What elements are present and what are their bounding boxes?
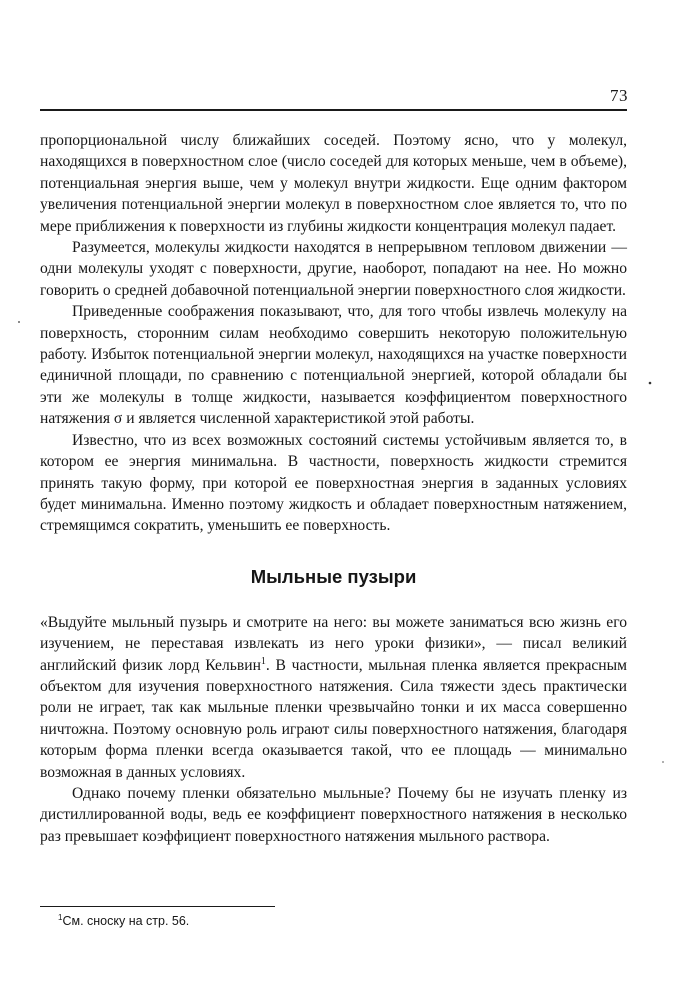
- footnote-rule: [40, 906, 275, 907]
- paragraph-3: Приведенные соображения показывают, что, для того чтобы извлечь молекулу на поверхность, сторонним силам необходимо совершить некоторую положительную работу. Избыток потенциальной энергии молекул, находящихся на участке поверхности единичной площади, по сравнению с потенциальной энергией, которой обладали бы эти же молекулы в толще жидкости, называется коэффициентом поверхностного натяжения σ и является численной характеристикой этой работы.: [40, 303, 627, 428]
- footnote-marker: 1: [58, 913, 63, 922]
- scan-speck: [662, 761, 664, 763]
- paragraph-4: Известно, что из всех возможных состояний системы устойчивым является то, в котором ее энергия минимальна. В частности, поверхность жидкости стремится принять такую форму, при которой ее поверхностная энергия в заданных условиях будет минимальна. Именно поэтому жидкость и обладает поверхностным натяжением, стремящимся сократить, уменьшить ее поверхность.: [40, 431, 627, 535]
- section-title: Мыльные пузыри: [250, 565, 417, 587]
- paragraph-2: Разумеется, молекулы жидкости находятся в непрерывном тепловом движении — одни молекулы уходят с поверхности, другие, наоборот, попадают на нее. Но можно говорить о средней добавочной потенциальной энергии поверхностного слоя жидкости.: [40, 239, 627, 299]
- footnote-text: См. сноску на стр. 56.: [62, 914, 190, 928]
- footnote: [58, 914, 189, 928]
- footnote-reference[interactable]: 1: [260, 655, 266, 667]
- page-number: 73: [610, 86, 628, 105]
- header-rule: [40, 109, 627, 111]
- quote-text-end: . В частности, мыльная пленка является прекрасным объектом для изучения поверхностного натяжения. Сила тяжести здесь практически роли не играет, так как мыльные пленки чрезвычайно тонки и их масса совершенно ничтожна. Поэтому основную роль играют силы поверхностного натяжения, благодаря которым форма пленки всегда оказывается такой, что ее площадь — минимально возможная в данных условиях.: [40, 656, 627, 781]
- scan-speck: [18, 321, 20, 323]
- quote-text-start: «Выдуйте мыльный пузырь и смотрите на него: вы можете заниматься всю жизнь его изучением, не переставая извлекать из него уроки физики», — писал великий английский физик лорд Кельвин: [40, 613, 627, 674]
- quote-paragraph: [40, 612, 627, 783]
- body-text: [40, 130, 627, 847]
- paragraph-1: пропорциональной числу ближайших соседей. Поэтому ясно, что у молекул, находящихся в поверхностном слое (число соседей для которых меньше, чем в объеме), потенциальная энергия выше, чем у молекул внутри жидкости. Еще одним фактором увеличения потенциальной энергии молекул в поверхностном слое является то, что по мере приближения к поверхности из глубины жидкости концентрация молекул падает.: [40, 132, 627, 235]
- scan-speck: [649, 382, 652, 385]
- paragraph-distilled-water: Однако почему пленки обязательно мыльные? Почему бы не изучать пленку из дистиллированной воды, ведь ее коэффициент поверхностного натяжения в несколько раз превышает коэффициент поверхностного натяжения мыльного раствора.: [40, 784, 627, 845]
